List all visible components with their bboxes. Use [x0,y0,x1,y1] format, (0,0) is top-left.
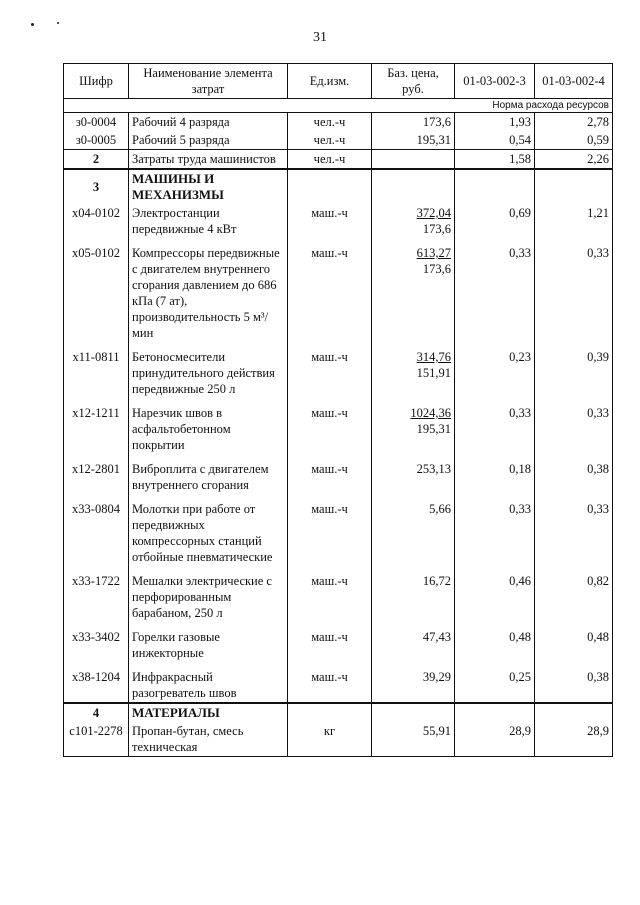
header-col1: 01-03-002-3 [455,64,535,99]
header-unit: Ед.изм. [288,64,372,99]
row-name: Пропан-бутан, смесь техническая [129,722,288,757]
row-unit: чел.-ч [288,113,372,132]
row-price-secondary: 195,31 [416,422,451,436]
row-unit [288,169,372,204]
row-value-2: 0,48 [535,628,613,668]
row-name: Горелки газовые инжекторные [129,628,288,668]
row-price: 173,6 [372,113,455,132]
row-value-2: 0,33 [535,500,613,572]
row-value-2: 0,38 [535,460,613,500]
row-value-1 [455,169,535,204]
row-price-secondary: 173,6 [422,222,451,236]
row-price: 1024,36 [410,406,451,420]
row-name: Рабочий 4 разряда [129,113,288,132]
row-price-secondary: 173,6 [422,262,451,276]
table-row [64,572,613,628]
row-price: 47,43 [372,628,455,668]
row-unit: кг [288,722,372,757]
table-row [64,668,613,703]
row-price [372,169,455,204]
section-row [64,703,613,722]
scan-speck [31,23,34,26]
row-unit: маш.-ч [288,628,372,668]
table-row [64,500,613,572]
row-value-1: 0,46 [455,572,535,628]
row-price: 253,13 [372,460,455,500]
row-value-1 [455,703,535,722]
row-value-1: 1,58 [455,150,535,170]
norm-row [64,99,613,113]
row-price-cell [372,204,455,244]
row-price: 314,76 [416,350,451,364]
row-name: Рабочий 5 разряда [129,131,288,150]
row-code: х12-2801 [64,460,129,500]
header-row [64,64,613,99]
row-name: Затраты труда машинистов [129,150,288,170]
row-value-2: 2,78 [535,113,613,132]
row-unit: чел.-ч [288,150,372,170]
row-unit: маш.-ч [288,348,372,404]
scan-speck [57,22,59,24]
table-row [64,131,613,150]
row-code: х33-3402 [64,628,129,668]
row-value-1: 1,93 [455,113,535,132]
section-number: 4 [64,703,129,722]
table-row [64,348,613,404]
row-value-2: 2,26 [535,150,613,170]
table-row [64,113,613,132]
table-row [64,150,613,170]
row-name: Бетоносмесители принудительного действия передвижные 250 л [129,348,288,404]
header-col2: 01-03-002-4 [535,64,613,99]
row-value-2: 0,59 [535,131,613,150]
row-value-1: 0,25 [455,668,535,703]
row-code: х12-1211 [64,404,129,460]
row-name: Мешалки электрические с перфорированным барабаном, 250 л [129,572,288,628]
header-price: Баз. цена, руб. [372,64,455,99]
row-price [372,150,455,170]
row-price-cell [372,348,455,404]
row-unit: маш.-ч [288,460,372,500]
row-price: 195,31 [372,131,455,150]
row-name: Компрессоры передвижные с двигателем внутреннего сгорания давлением до 686 кПа (7 ат), производительность 5 м³/мин [129,244,288,348]
row-name: Нарезчик швов в асфальтобетонном покрытии [129,404,288,460]
row-code: с101-2278 [64,722,129,757]
row-price: 372,04 [416,206,451,220]
row-value-2: 0,82 [535,572,613,628]
section-title: МАШИНЫ И МЕХАНИЗМЫ [129,169,288,204]
row-value-1: 28,9 [455,722,535,757]
section-number: 3 [64,169,129,204]
section-row [64,169,613,204]
row-unit: маш.-ч [288,500,372,572]
section-title: МАТЕРИАЛЫ [129,703,288,722]
row-price-cell [372,244,455,348]
table-row [64,460,613,500]
row-code: х33-0804 [64,500,129,572]
page-number: 31 [313,30,327,45]
header-name: Наименование элемента затрат [129,64,288,99]
row-value-1: 0,23 [455,348,535,404]
row-value-1: 0,54 [455,131,535,150]
table-row [64,244,613,348]
row-value-2 [535,703,613,722]
row-value-1: 0,33 [455,500,535,572]
row-value-1: 0,48 [455,628,535,668]
row-value-2: 0,33 [535,244,613,348]
row-price-cell [372,404,455,460]
row-price: 5,66 [372,500,455,572]
table-row [64,404,613,460]
norm-label: Норма расхода ресурсов [64,99,613,113]
row-value-1: 0,69 [455,204,535,244]
row-unit [288,703,372,722]
row-value-1: 0,18 [455,460,535,500]
row-value-2: 1,21 [535,204,613,244]
row-name: Инфракрасный разогреватель швов [129,668,288,703]
row-value-1: 0,33 [455,244,535,348]
row-value-2: 0,38 [535,668,613,703]
row-code: з0-0005 [64,131,129,150]
row-code: х33-1722 [64,572,129,628]
row-name: Виброплита с двигателем внутреннего сгорания [129,460,288,500]
row-value-2 [535,169,613,204]
row-unit: маш.-ч [288,204,372,244]
row-unit: чел.-ч [288,131,372,150]
row-code: х05-0102 [64,244,129,348]
row-code: 2 [64,150,129,170]
row-price: 55,91 [372,722,455,757]
row-price: 613,27 [416,246,451,260]
row-value-1: 0,33 [455,404,535,460]
row-value-2: 0,33 [535,404,613,460]
resource-table [63,63,613,757]
row-code: х38-1204 [64,668,129,703]
row-unit: маш.-ч [288,668,372,703]
row-price-secondary: 151,91 [416,366,451,380]
row-unit: маш.-ч [288,572,372,628]
row-price: 16,72 [372,572,455,628]
row-unit: маш.-ч [288,244,372,348]
row-unit: маш.-ч [288,404,372,460]
row-code: х04-0102 [64,204,129,244]
table-row [64,722,613,757]
row-name: Электростанции передвижные 4 кВт [129,204,288,244]
row-price [372,703,455,722]
table-row [64,628,613,668]
row-price: 39,29 [372,668,455,703]
row-code: х11-0811 [64,348,129,404]
table-row [64,204,613,244]
row-value-2: 0,39 [535,348,613,404]
row-value-2: 28,9 [535,722,613,757]
header-code: Шифр [64,64,129,99]
row-name: Молотки при работе от передвижных компрессорных станций отбойные пневматические [129,500,288,572]
row-code: з0-0004 [64,113,129,132]
